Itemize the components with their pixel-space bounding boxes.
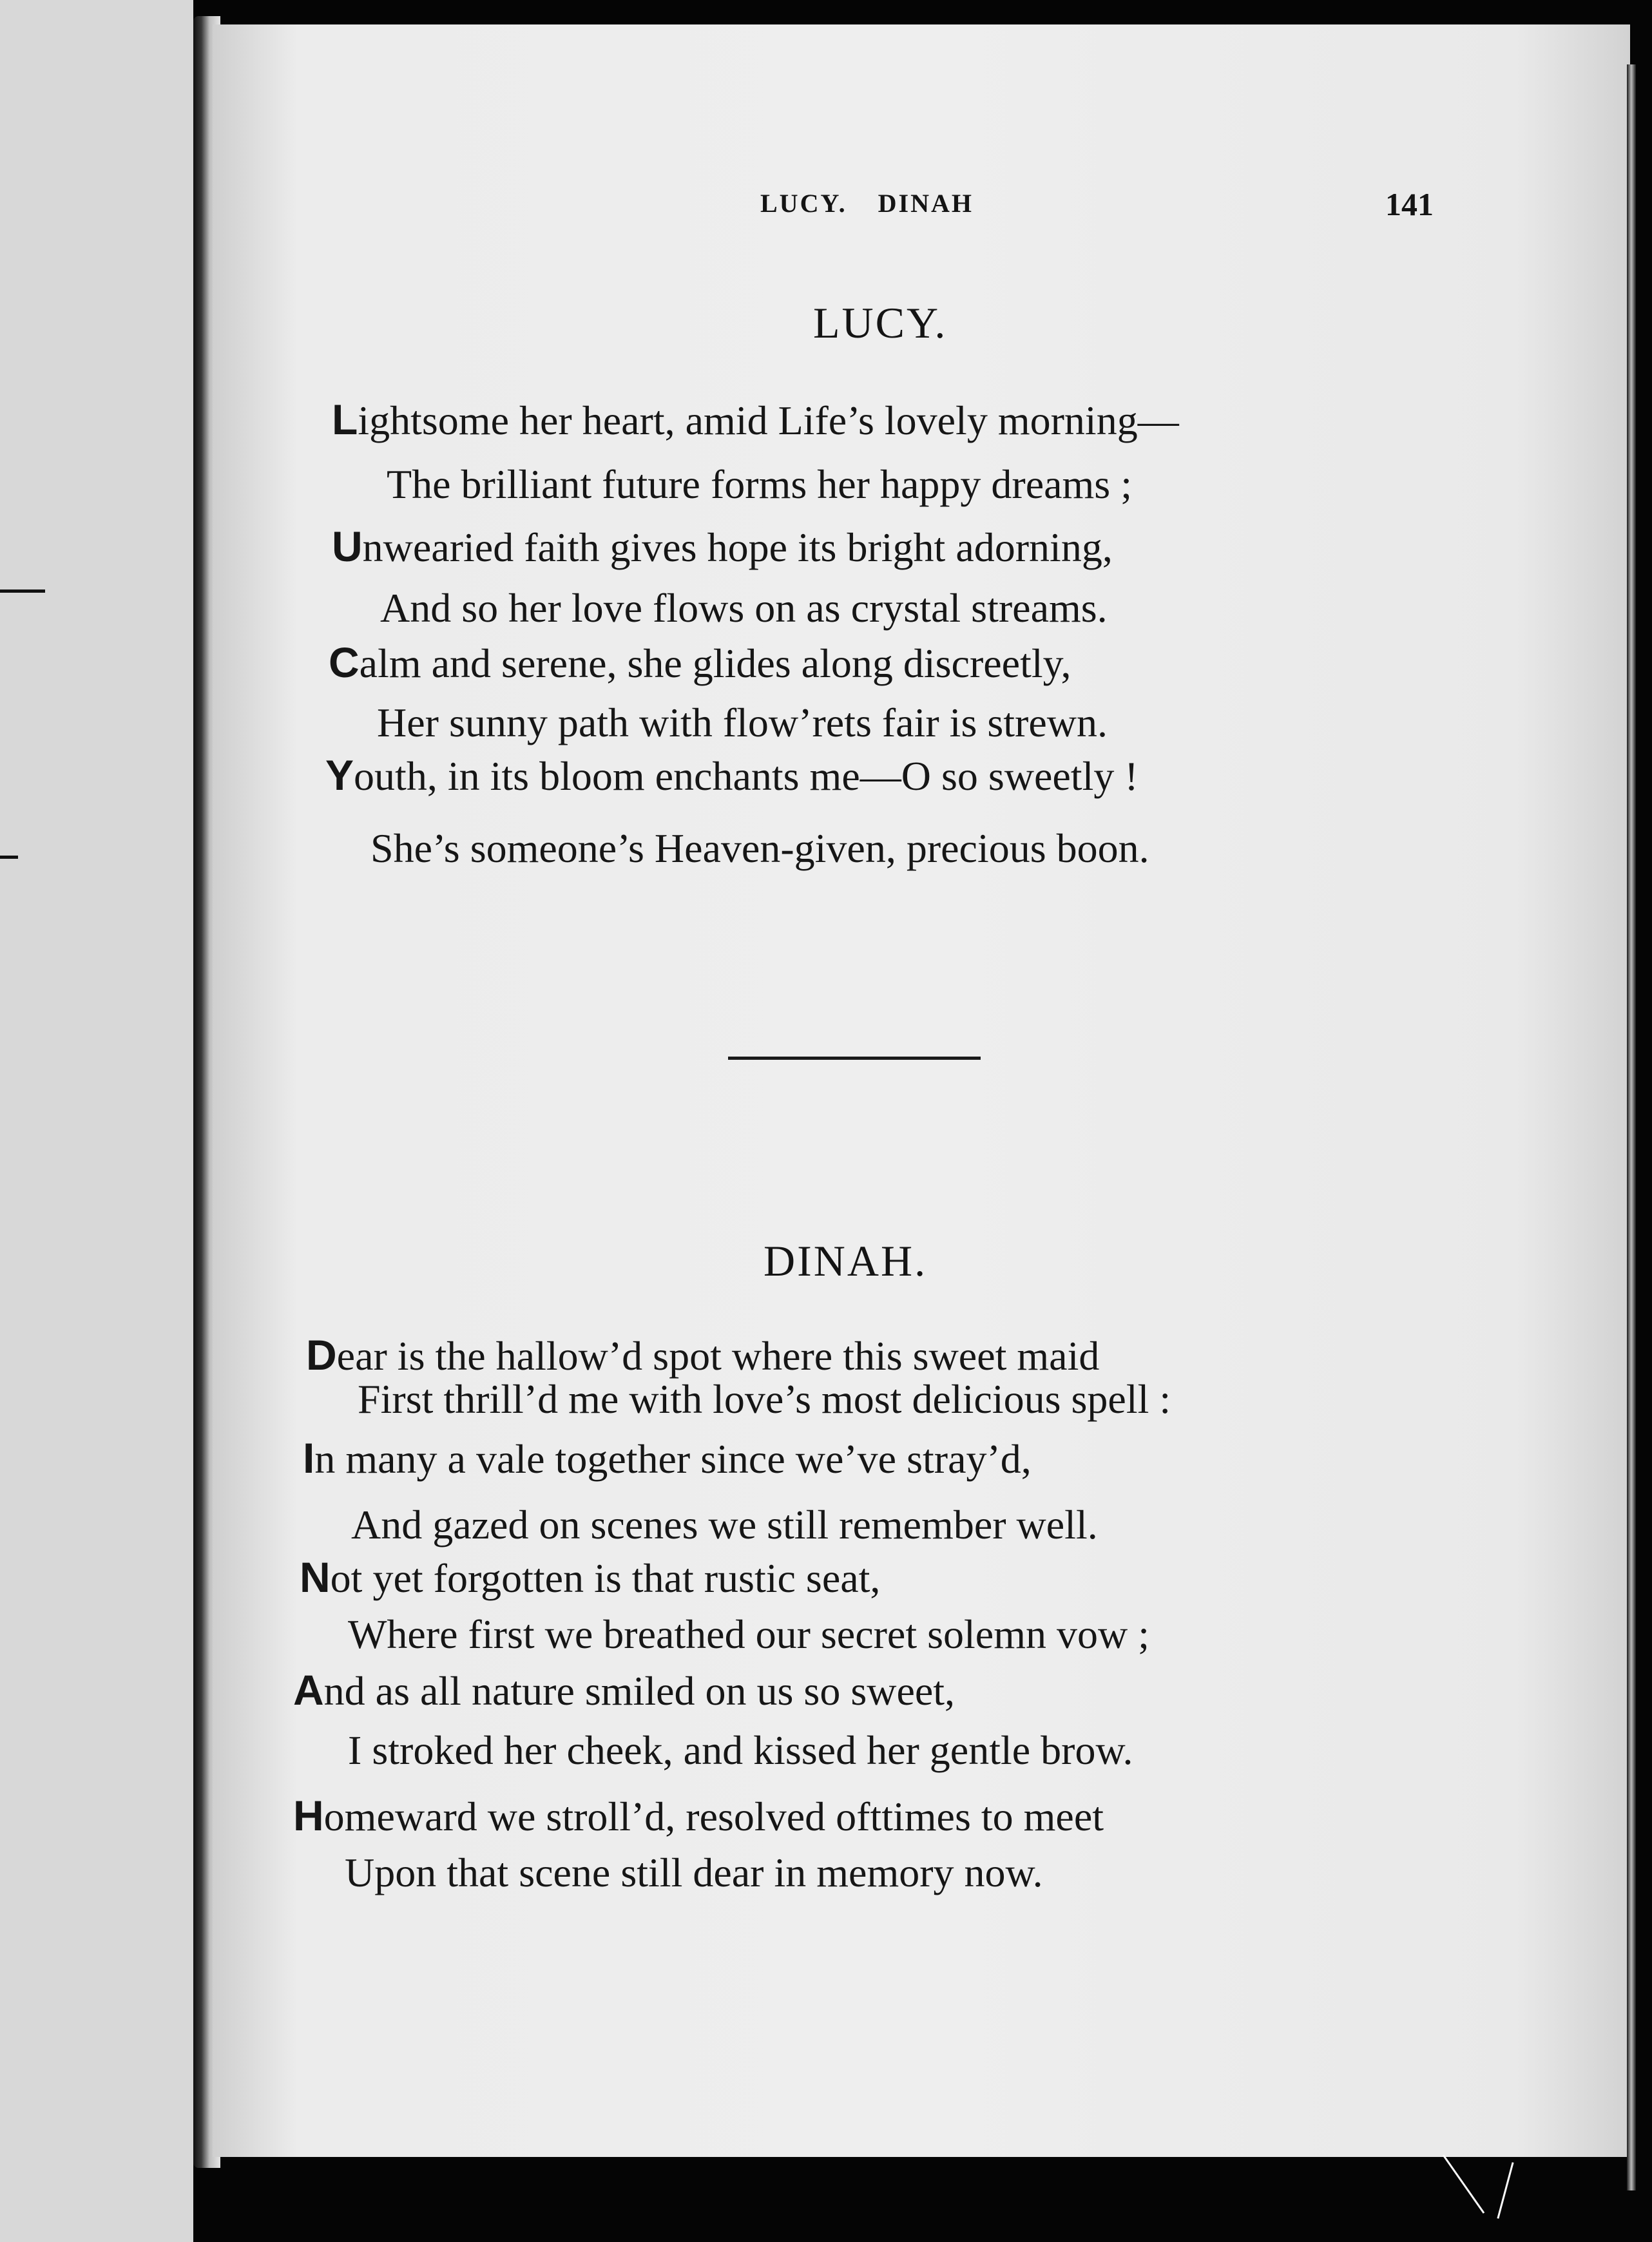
acrostic-initial: U xyxy=(332,522,363,570)
poem-line xyxy=(380,585,1108,631)
page-number: 141 xyxy=(1385,186,1434,222)
poem-line xyxy=(300,1553,881,1601)
line-text: First thrill’d me with love’s most delicious spell : xyxy=(358,1376,1171,1422)
scan-artifact xyxy=(1497,2162,1513,2219)
line-text: I stroked her cheek, and kissed her gentle brow. xyxy=(348,1727,1133,1773)
line-text: Where first we breathed our secret solemn vow ; xyxy=(348,1611,1149,1657)
poem-line xyxy=(370,825,1149,871)
poem-line xyxy=(345,1852,1043,1893)
acrostic-initial: A xyxy=(293,1666,324,1714)
poem-line xyxy=(377,702,1108,743)
acrostic-initial: L xyxy=(332,396,358,443)
running-head-right: DINAH xyxy=(878,189,974,218)
line-text: nwearied faith gives hope its bright adorning, xyxy=(362,524,1113,570)
poem-line xyxy=(348,1727,1133,1773)
scan-artifact xyxy=(1443,2154,1485,2214)
poem-line xyxy=(332,398,1179,441)
line-text: ightsome her heart, amid Life’s lovely morning— xyxy=(358,398,1179,443)
line-text: And so her love flows on as crystal streams. xyxy=(380,585,1108,631)
poem-title: LUCY. xyxy=(813,298,948,347)
line-text: Her sunny path with flow’rets fair is strewn. xyxy=(377,700,1108,745)
line-text: ear is the hallow’d spot where this sweet maid xyxy=(336,1333,1100,1379)
facing-page-mark xyxy=(0,589,45,593)
poem-line xyxy=(306,1331,1100,1379)
poem-line xyxy=(329,638,1071,686)
poem-line xyxy=(303,1434,1032,1482)
line-text: outh, in its bloom enchants me—O so sweetly ! xyxy=(354,753,1138,799)
acrostic-initial: I xyxy=(303,1434,315,1482)
line-text: The brilliant future forms her happy dreams ; xyxy=(387,461,1132,507)
line-text: alm and serene, she glides along discreetly, xyxy=(359,640,1071,686)
acrostic-initial: N xyxy=(300,1553,331,1601)
running-head xyxy=(760,188,974,218)
acrostic-initial: C xyxy=(329,638,360,686)
line-text: Upon that scene still dear in memory now. xyxy=(345,1850,1043,1895)
acrostic-initial: H xyxy=(293,1792,324,1839)
running-head-left: LUCY. xyxy=(760,189,847,218)
line-text: ot yet forgotten is that rustic seat, xyxy=(330,1555,881,1601)
poem-line xyxy=(332,522,1113,570)
line-text: nd as all nature smiled on us so sweet, xyxy=(323,1668,956,1714)
facing-page xyxy=(0,0,193,2242)
line-text: n many a vale together since we’ve stray’d, xyxy=(314,1436,1032,1482)
poem-line xyxy=(293,1666,956,1714)
line-text: And gazed on scenes we still remember well. xyxy=(351,1502,1098,1547)
poem-line xyxy=(325,751,1138,799)
poem-line xyxy=(358,1376,1171,1422)
poem-line xyxy=(387,461,1132,507)
line-text: omeward we stroll’d, resolved ofttimes to meet xyxy=(323,1794,1104,1839)
acrostic-initial: D xyxy=(306,1331,337,1379)
poem-line xyxy=(348,1611,1149,1657)
poem-line xyxy=(293,1794,1104,1837)
section-divider xyxy=(728,1057,981,1060)
acrostic-initial: Y xyxy=(325,751,354,799)
line-text: She’s someone’s Heaven-given, precious boon. xyxy=(370,825,1149,871)
poem-title: DINAH. xyxy=(764,1236,928,1285)
facing-page-mark xyxy=(0,856,18,859)
poem-line xyxy=(351,1504,1098,1546)
page-edge xyxy=(1627,64,1636,2190)
